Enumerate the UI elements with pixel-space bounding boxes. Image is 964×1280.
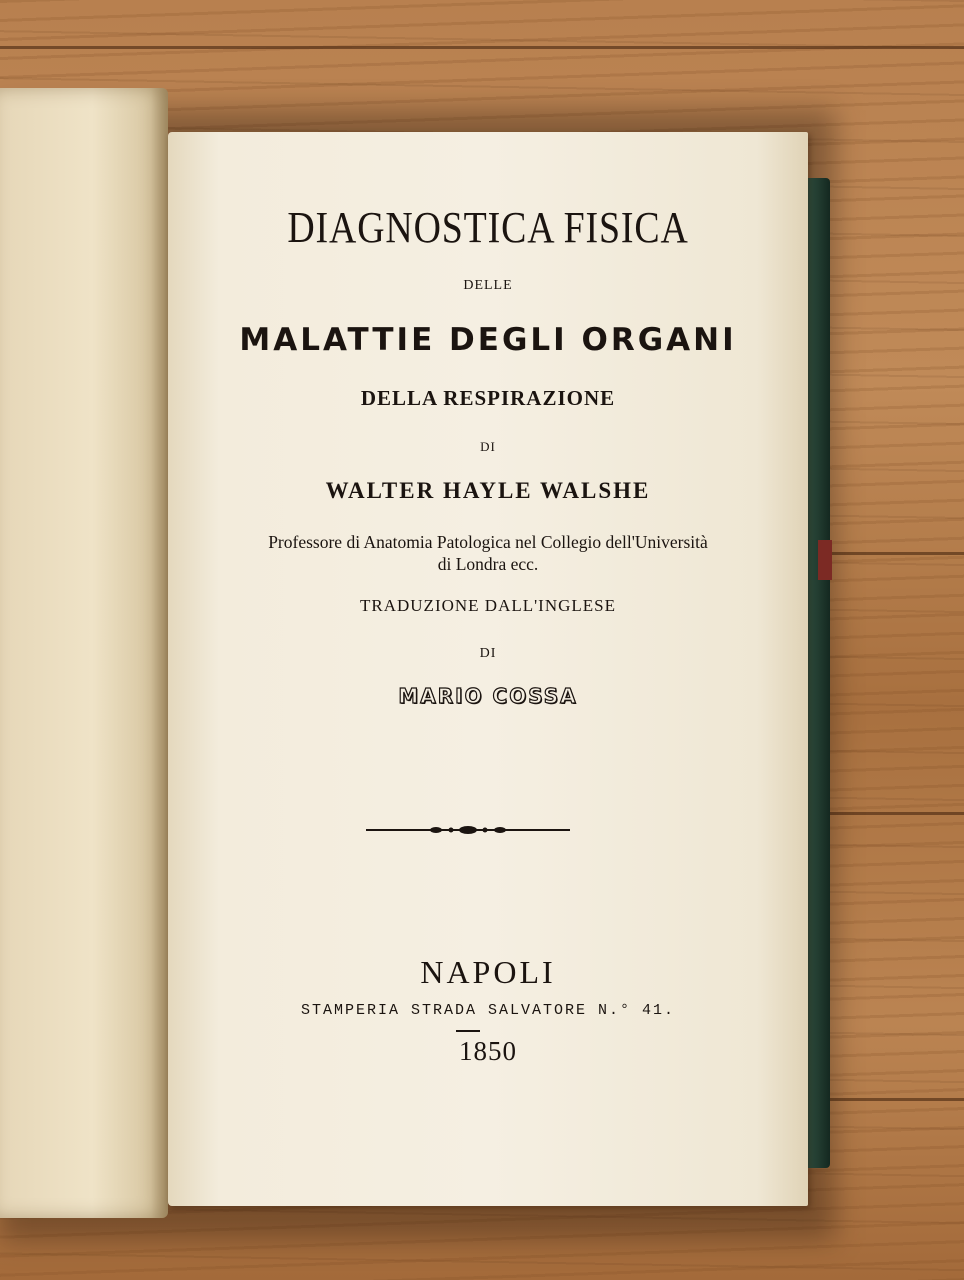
left-page xyxy=(0,88,168,1218)
author-name: WALTER HAYLE WALSHE xyxy=(325,478,651,503)
title-line-3: DELLA RESPIRAZIONE xyxy=(360,386,616,410)
title-connector-delle: DELLE xyxy=(463,278,513,293)
author-role-line-1: Professore di Anatomia Patologica nel Collegio dell'Università xyxy=(268,532,708,552)
by-connector: DI xyxy=(480,439,496,454)
author-role-line-2: di Londra ecc. xyxy=(437,554,539,574)
ornament-divider xyxy=(366,824,570,836)
imprint-rule xyxy=(456,1030,480,1032)
ribbon-mark xyxy=(818,540,832,580)
wood-board-seam xyxy=(0,46,964,49)
publication-city: NAPOLI xyxy=(420,954,556,990)
translator-name: MARIO COSSA xyxy=(398,684,578,708)
title-page xyxy=(168,132,808,1206)
translation-note: TRADUZIONE DALL'INGLESE xyxy=(360,596,616,615)
translator-connector: DI xyxy=(479,646,497,661)
title-line-1: DIAGNOSTICA FISICA xyxy=(287,203,689,252)
publication-year: 1850 xyxy=(459,1036,517,1066)
title-line-2: MALATTIE DEGLI ORGANI xyxy=(239,322,737,358)
printer-imprint: STAMPERIA STRADA SALVATORE N.° 41. xyxy=(300,1002,676,1019)
